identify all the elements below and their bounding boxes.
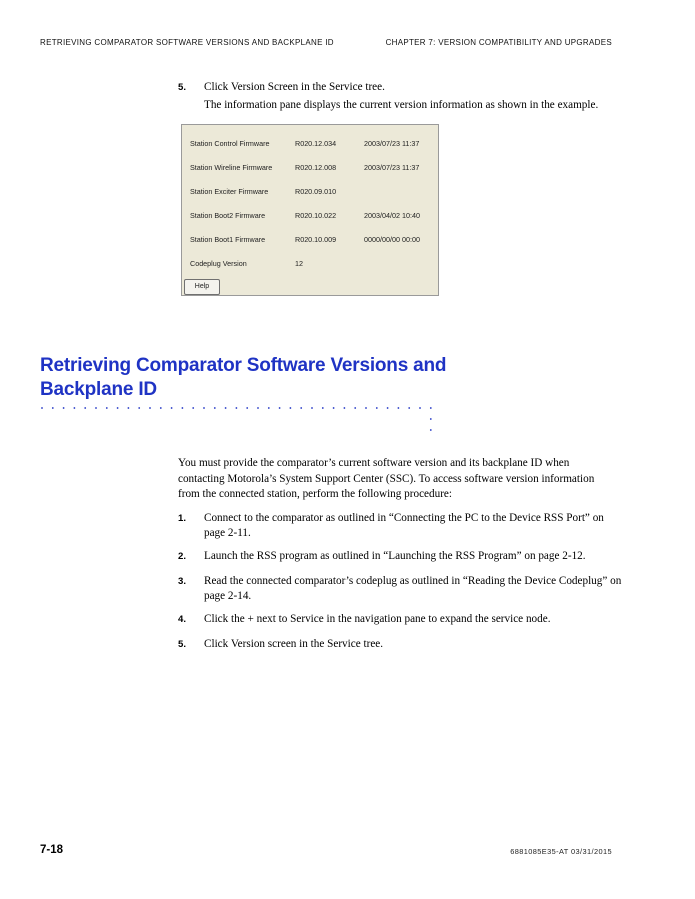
version-value: R020.12.034 [295,139,337,148]
running-header-right: CHAPTER 7: VERSION COMPATIBILITY AND UPGRADES [385,38,612,47]
rule-dot [214,407,216,409]
section-heading-line1: Retrieving Comparator Software Versions and [40,355,447,376]
rule-dot [376,407,378,409]
version-value: 12 [295,259,303,268]
rule-dot [300,407,302,409]
step-number: 5. [178,82,187,93]
rule-dot [333,407,335,409]
step-number: 3. [178,576,187,587]
dotted-rule [40,398,440,434]
rule-dot [344,407,346,409]
rule-dot [117,407,119,409]
version-date: 2003/07/23 11:37 [364,139,420,148]
rule-dot [279,407,281,409]
page-number: 7-18 [40,844,64,856]
step-number: 5. [178,639,187,650]
version-screen-screenshot [181,124,439,296]
step-text: Click the + next to Service in the navigation pane to expand the service node. [204,613,551,625]
rule-dot [311,407,313,409]
step-text: Read the connected comparator’s codeplug as outlined in “Reading the Device Codeplug” on page 2-14. [204,575,622,602]
rule-dot [192,407,194,409]
version-date: 0000/00/00 00:00 [364,235,420,244]
step-text: Click Version screen in the Service tree. [204,638,384,650]
version-label: Station Exciter Firmware [190,187,269,196]
version-label: Station Boot2 Firmware [190,211,266,220]
step-text: Launch the RSS program as outlined in “Launching the RSS Program” on page 2-12. [204,550,586,562]
rule-dot [160,407,162,409]
rule-dot [74,407,76,409]
version-label: Station Wireline Firmware [190,163,273,172]
rule-dot [246,407,248,409]
running-header-left: RETRIEVING COMPARATOR SOFTWARE VERSIONS AND BACKPLANE ID [40,38,334,47]
rule-dot [257,407,259,409]
rule-dot [225,407,227,409]
step-text: Connect to the comparator as outlined in “Connecting the PC to the Device RSS Port” on page 2-11. [204,512,604,539]
step-number: 1. [178,513,187,524]
step-text: Click Version Screen in the Service tree. [204,81,385,93]
section-heading [40,354,446,402]
section-heading-line2: Backplane ID [40,379,157,400]
rule-dot [408,407,410,409]
rule-dot [322,407,324,409]
step-number: 4. [178,614,187,625]
rule-dot [419,407,421,409]
rule-dot [63,407,65,409]
help-button[interactable]: Help [184,279,220,295]
rule-dot [430,407,432,409]
version-label: Codeplug Version [190,259,247,268]
rule-dot [398,407,400,409]
rule-dot [268,407,270,409]
step-note: The information pane displays the current version information as shown in the example. [204,99,599,111]
version-label: Station Boot1 Firmware [190,235,266,244]
version-value: R020.10.009 [295,235,337,244]
version-label: Station Control Firmware [190,139,270,148]
section-intro: You must provide the comparator’s current software version and its backplane ID when contacting Motorola’s System Support Center (SSC). To access software version information from the connected station, perform the following procedure: [178,457,595,500]
document-id: 6881085E35-AT 03/31/2015 [510,847,612,856]
rule-dot [41,407,43,409]
rule-dot [84,407,86,409]
step-number: 2. [178,551,187,562]
rule-dot [430,418,432,420]
rule-dot [182,407,184,409]
rule-dot [128,407,130,409]
version-date: 2003/07/23 11:37 [364,163,420,172]
rule-dot [138,407,140,409]
version-value: R020.09.010 [295,187,337,196]
version-value: R020.10.022 [295,211,337,220]
rule-dot [106,407,108,409]
version-value: R020.12.008 [295,163,337,172]
rule-dot [354,407,356,409]
rule-dot [149,407,151,409]
rule-dot [430,429,432,431]
rule-dot [52,407,54,409]
rule-dot [95,407,97,409]
rule-dot [236,407,238,409]
rule-dot [365,407,367,409]
version-date: 2003/04/02 10:40 [364,211,420,220]
rule-dot [387,407,389,409]
rule-dot [203,407,205,409]
rule-dot [290,407,292,409]
rule-dot [171,407,173,409]
